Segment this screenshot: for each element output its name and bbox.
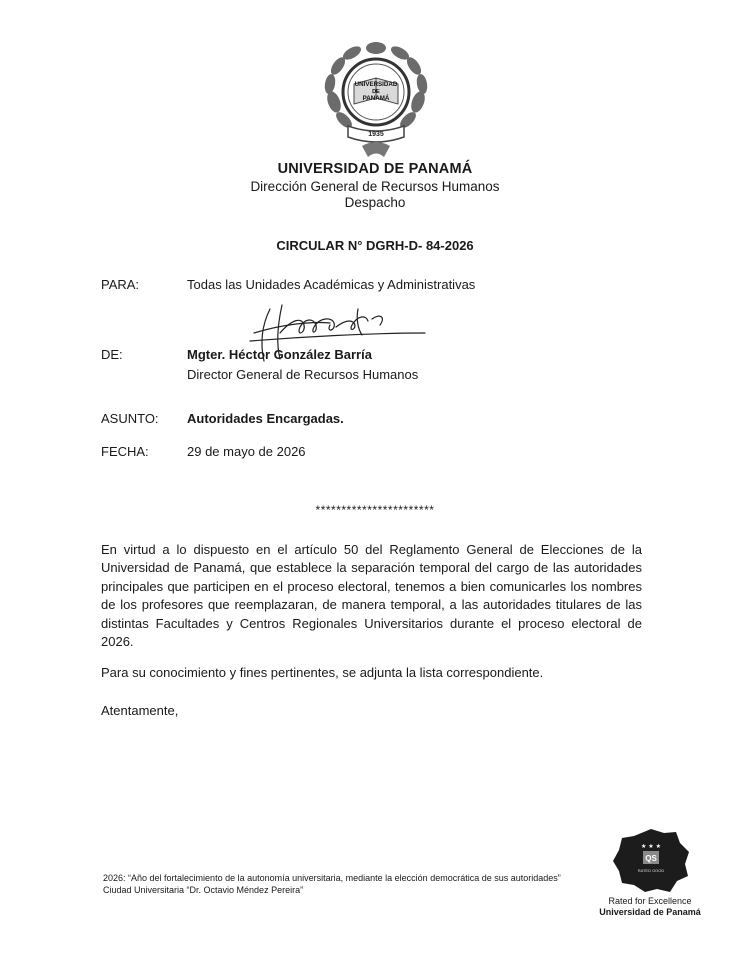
para-value: Todas las Unidades Académicas y Administrativas [187, 277, 476, 292]
asunto-label: ASUNTO: [101, 411, 159, 426]
badge-rated-text: Rated for Excellence [608, 896, 692, 906]
badge-university-text: Universidad de Panamá [599, 907, 701, 917]
asunto-value: Autoridades Encargadas. [187, 411, 344, 426]
body-paragraph-2: Para su conocimiento y fines pertinentes, se adjunta la lista correspondiente. [101, 665, 544, 680]
seal-text-line2: DE [372, 89, 380, 95]
sender-title: Director General de Recursos Humanos [187, 367, 419, 382]
university-seal-logo [318, 40, 434, 162]
footer-campus: Ciudad Universitaria “Dr. Octavio Méndez Pereira” [103, 885, 304, 895]
university-name: UNIVERSIDAD DE PANAMÁ [277, 161, 473, 177]
closing-salutation: Atentamente, [101, 703, 179, 718]
seal-text-line1: UNIVERSIDAD [354, 81, 398, 88]
seal-year: 1935 [368, 131, 384, 138]
fecha-label: FECHA: [101, 444, 149, 459]
footer-motto: 2026: “Año del fortalecimiento de la autonomía universitaria, mediante la elección democrática de sus autoridades” [103, 873, 561, 883]
department-name: Dirección General de Recursos Humanos [250, 179, 500, 194]
sender-name: Mgter. Héctor González Barría [187, 347, 372, 362]
body-paragraph-1: En virtud a lo dispuesto en el artículo 50 del Reglamento General de Elecciones de la Universidad de Panamá, que establece la separación temporal del cargo de las autoridades principales que participen en el proceso electoral, tenemos a bien comunicarles los nombres de los profesores que reemplazaran, de manera temporal, a las autoridades titulares de las distintas Facultades y Centros Regionales Universitarios durante el proceso electoral de 2026. [101, 542, 642, 650]
seal-text-line3: PANAMÁ [362, 95, 390, 102]
badge-sub-text: RATED GOOD [637, 868, 665, 873]
fecha-value: 29 de mayo de 2026 [187, 444, 306, 459]
de-label: DE: [101, 347, 123, 362]
para-label: PARA: [101, 277, 140, 292]
svg-text:★ ★ ★: ★ ★ ★ [641, 843, 661, 850]
office-name: Despacho [344, 195, 406, 210]
qs-rating-badge-icon [612, 828, 690, 894]
badge-logo-text: QS [645, 854, 657, 863]
circular-number: CIRCULAR N° DGRH-D- 84-2026 [276, 238, 474, 253]
separator-asterisks: *********************** [315, 503, 435, 517]
